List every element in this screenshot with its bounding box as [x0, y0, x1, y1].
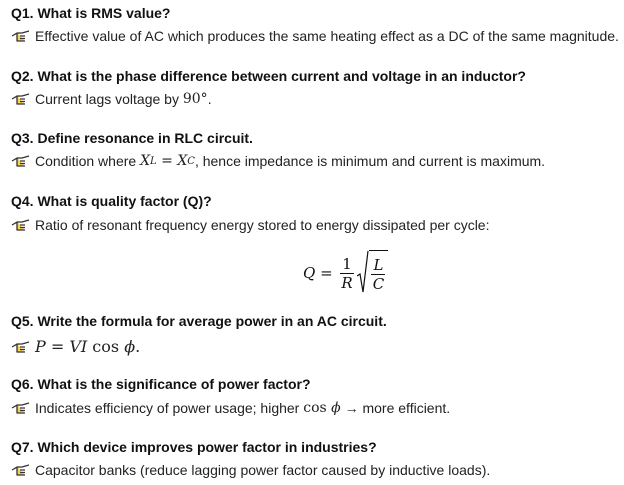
answer-3-text: Condition where: [35, 153, 141, 169]
answer-4: [11, 217, 489, 233]
answer-3-xc-sub: C: [187, 155, 195, 167]
answer-6-cos: cos: [303, 400, 332, 416]
answer-6-phi: ϕ: [331, 400, 341, 416]
formula-sqrt: [357, 250, 388, 296]
quality-factor-formula: [303, 249, 388, 297]
question-4: Q4. What is quality factor (Q)?: [11, 193, 212, 209]
pointing-hand-icon: [11, 218, 31, 232]
pointing-hand-icon: [11, 29, 31, 43]
answer-2: [11, 91, 212, 107]
question-2: Q2. What is the phase difference between current and voltage in an inductor?: [11, 68, 526, 84]
answer-4-text: Ratio of resonant frequency energy stored to energy dissipated per cycle:: [35, 217, 490, 233]
formula-sqrt-numerator: L: [373, 256, 384, 274]
question-7: Q7. Which device improves power factor in industries?: [11, 439, 377, 455]
answer-5-cos: cos: [87, 337, 125, 356]
answer-2-text: Current lags voltage by: [35, 91, 183, 107]
formula-denominator: R: [341, 273, 353, 292]
pointing-hand-icon: [11, 92, 31, 106]
answer-1: [11, 28, 619, 44]
answer-2-end: .: [207, 91, 212, 107]
answer-3: [11, 153, 545, 169]
pointing-hand-icon: [11, 401, 31, 415]
answer-6-end: → more efficient.: [340, 400, 451, 416]
pointing-hand-icon: [11, 154, 31, 168]
question-5: Q5. Write the formula for average power in an AC circuit.: [11, 313, 387, 329]
formula-radicand: [369, 250, 388, 296]
answer-5-vi: VI: [69, 337, 88, 356]
question-3: Q3. Define resonance in RLC circuit.: [11, 130, 253, 146]
question-1: Q1. What is RMS value?: [11, 5, 171, 21]
answer-3-end: , hence impedance is minimum and current is maximum.: [194, 153, 546, 169]
answer-5-end: .: [135, 337, 141, 356]
answer-1-text: Effective value of AC which produces the same heating effect as a DC of the same magnitude.: [35, 28, 619, 44]
answer-5: [11, 337, 140, 356]
answer-5-phi: ϕ: [124, 337, 136, 356]
answer-6-text: Indicates efficiency of power usage; higher: [35, 400, 304, 416]
formula-q: Q: [303, 264, 316, 282]
answer-7: [11, 462, 490, 478]
radical-sign-icon: [357, 250, 369, 296]
answer-3-eq: =: [156, 153, 178, 169]
answer-3-xc: X: [177, 153, 188, 169]
answer-3-xl: X: [140, 153, 151, 169]
answer-5-eq: =: [45, 337, 70, 356]
formula-equals: =: [315, 264, 338, 282]
answer-7-text: Capacitor banks (reduce lagging power factor caused by inductive loads).: [35, 462, 491, 478]
answer-5-p: P: [35, 337, 46, 356]
question-6: Q6. What is the significance of power factor?: [11, 376, 311, 392]
formula-sqrt-denominator: C: [372, 275, 385, 293]
answer-2-math: 90°: [182, 91, 208, 107]
pointing-hand-icon: [11, 463, 31, 477]
pointing-hand-icon: [11, 340, 31, 354]
formula-numerator: 1: [342, 254, 352, 273]
answer-3-xl-sub: L: [150, 155, 157, 167]
answer-6: [11, 400, 450, 416]
formula-fraction: [339, 256, 354, 291]
